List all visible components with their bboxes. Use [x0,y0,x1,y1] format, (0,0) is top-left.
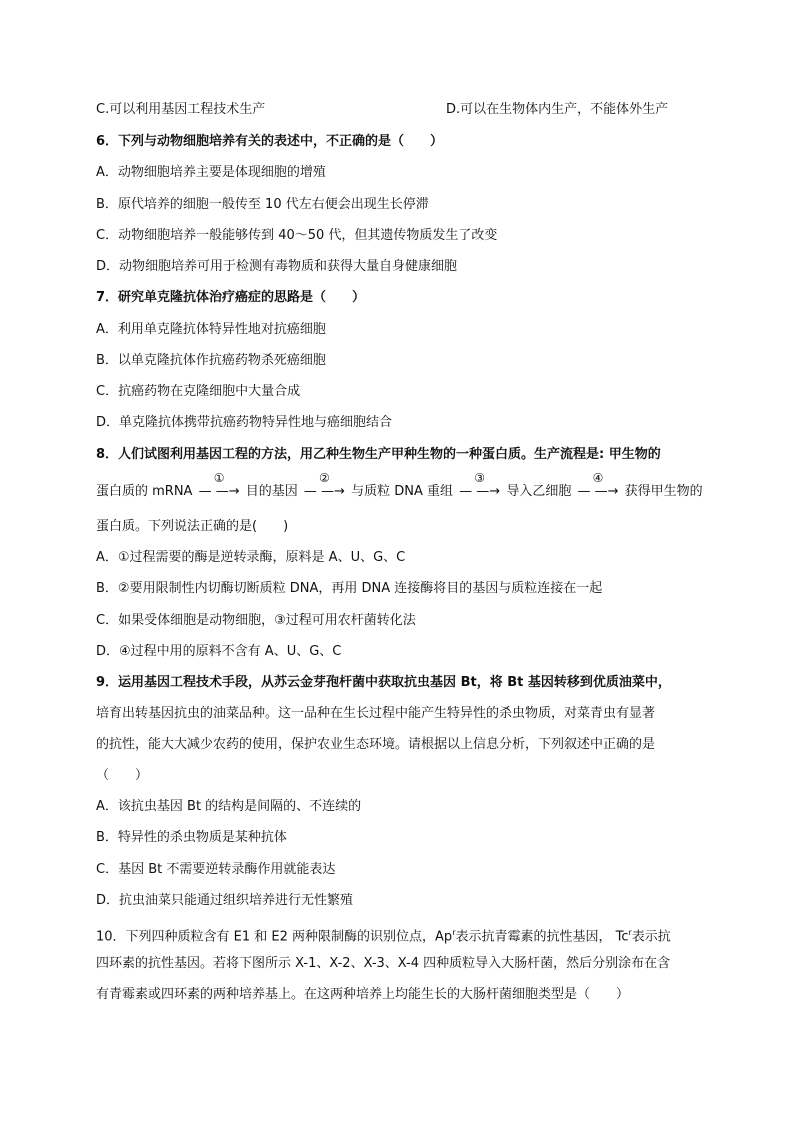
question-10-stem-2: 四环素的抗性基因。若将下图所示 X-1、X-2、X-3、X-4 四种质粒导入大肠杆菌，然后分别涂布在含 [96,956,671,971]
question-10-stem-1 [96,924,716,946]
question-6-option-a: A．动物细胞培养主要是体现细胞的增殖 [96,165,326,180]
question-8-option-a: A．①过程需要的酶是逆转录酶，原料是 A、U、G、C [96,550,406,565]
flow-result: 获得甲生物的 [624,484,703,499]
question-7-stem: 7．研究单克隆抗体治疗癌症的思路是（ ） [96,290,366,305]
question-9-option-a: A．该抗虫基因 Bt 的结构是间隔的、不连续的 [96,799,362,814]
question-5-options-cd [96,101,716,119]
question-7-option-a: A．利用单克隆抗体特异性地对抗癌细胞 [96,322,326,337]
question-9-option-c: C．基因 Bt 不需要逆转录酶作用就能表达 [96,862,336,877]
question-6-stem: 6．下列与动物细胞培养有关的表述中，不正确的是（ ） [96,134,444,149]
step-1-label: ① [213,471,225,485]
question-8-flow [96,471,716,501]
question-7-option-d: D．单克隆抗体携带抗癌药物特异性地与癌细胞结合 [96,415,393,430]
option-d: D.可以在生物体内生产，不能体外生产 [446,102,669,117]
flow-start: 蛋白质的 mRNA [96,484,193,499]
q10-text-c: 表示抗 [631,929,671,945]
flow-introduce: 导入乙细胞 [506,484,572,499]
question-8-option-c: C．如果受体细胞是动物细胞，③过程可用农杆菌转化法 [96,613,416,628]
question-8-option-d: D．④过程中用的原料不含有 A、U、G、C [96,644,342,659]
question-9-option-d: D．抗虫油菜只能通过组织培养进行无性繁殖 [96,893,354,908]
flow-arrow-3: ③ — —→ [459,471,501,499]
question-9-stem-1: 9．运用基因工程技术手段，从苏云金芽孢杆菌中获取抗虫基因 Bt，将 Bt 基因转移到优质油菜中， [96,675,671,690]
question-6-option-b: B．原代培养的细胞一般传至 10 代左右便会出现生长停滞 [96,197,429,212]
flow-arrow-2: ② — —→ [303,471,345,499]
option-c: C.可以利用基因工程技术生产 [96,102,266,117]
step-2-label: ② [319,471,330,485]
step-3-label: ③ [474,471,486,485]
question-9-stem-4: （ ） [96,768,149,783]
question-8-stem: 8．人们试图利用基因工程的方法，用乙种生物生产甲种生物的一种蛋白质。生产流程是: 甲生物的 [96,447,661,462]
question-10-stem-3: 有青霉素或四环素的两种培养基上。在这两种培养上均能生长的大肠杆菌细胞类型是（ ） [96,987,630,1002]
tc-superscript: r [628,928,632,937]
question-7-option-c: C．抗癌药物在克隆细胞中大量合成 [96,384,301,399]
flow-target-gene: 目的基因 [245,484,298,499]
question-9-stem-3: 的抗性，能大大减少农药的使用，保护农业生态环境。请根据以上信息分析，下列叙述中正确的是 [96,737,656,752]
q10-text-a: 10．下列四种质粒含有 E1 和 E2 两种限制酶的识别位点，Ap [96,929,453,945]
question-8-option-b: B．②要用限制性内切酶切断质粒 DNA，再用 DNA 连接酶将目的基因与质粒连接在一起 [96,581,603,596]
question-6-option-c: C．动物细胞培养一般能够传到 40～50 代，但其遗传物质发生了改变 [96,228,498,243]
flow-arrow-4: ④ — —→ [577,471,619,499]
question-9-option-b: B．特异性的杀虫物质是某种抗体 [96,830,287,845]
question-7-option-b: B．以单克隆抗体作抗癌药物杀死癌细胞 [96,353,326,368]
flow-recombine: 与质粒 DNA 重组 [351,484,453,499]
step-4-label: ④ [592,471,604,485]
question-8-stem-end: 蛋白质。下列说法正确的是( ) [96,519,289,534]
question-6-option-d: D．动物细胞培养可用于检测有毒物质和获得大量自身健康细胞 [96,259,458,274]
q10-text-b: 表示抗青霉素的抗性基因， Tc [455,929,629,945]
flow-arrow-1: ① — —→ [198,471,240,499]
ap-superscript: r [452,928,456,937]
question-9-stem-2: 培育出转基因抗虫的油菜品种。这一品种在生长过程中能产生特异性的杀虫物质，对菜青虫有显著 [96,706,656,721]
